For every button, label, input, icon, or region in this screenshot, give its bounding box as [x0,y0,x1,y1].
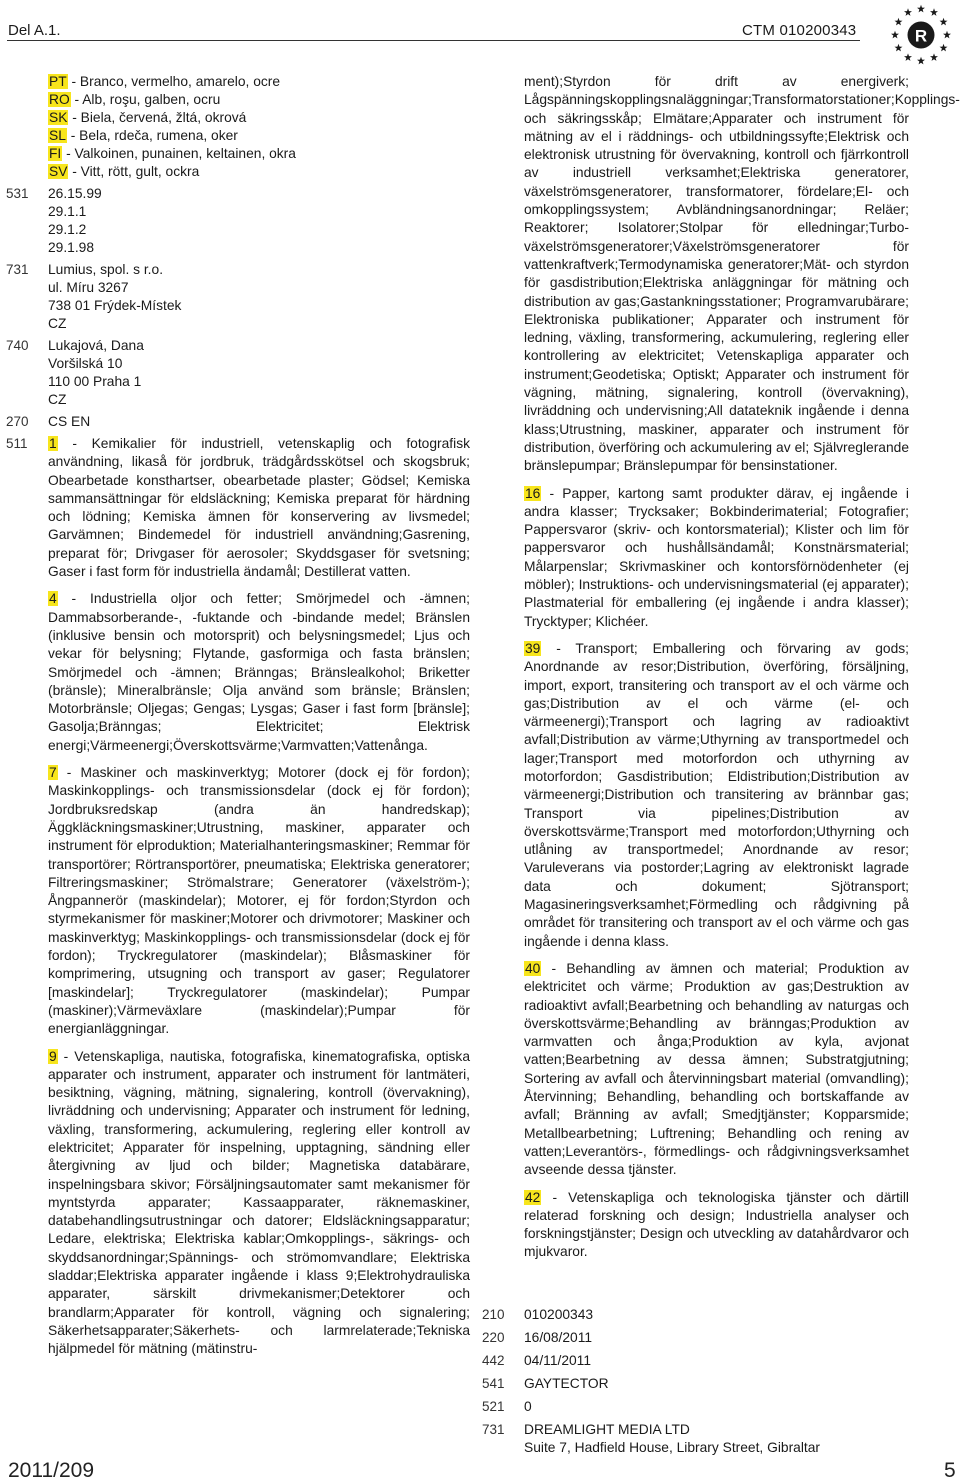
class-number-badge: 16 [525,485,541,501]
field-value-line: Suite 7, Hadfield House, Library Street, Gibraltar [524,1439,821,1455]
field-value-line: 29.1.1 [48,204,87,219]
field-value [524,1375,909,1393]
language-colors: - Bela, rdeča, rumena, oker [66,128,238,143]
svg-text:R: R [914,26,928,46]
class-number-badge: 1 [49,436,57,451]
field-value-line: 010200343 [524,1306,594,1322]
class-spacer [524,951,909,960]
eu-stars-r-logo-icon [884,2,958,68]
class-number-badge: 9 [49,1048,57,1064]
class-spacer [48,1039,470,1048]
header-section-label: Del A.1. [8,22,61,39]
class-number-badge: 39 [525,640,541,656]
field-value [524,1329,909,1347]
field-code: 731 [482,1421,505,1437]
goods-class-4 [48,590,470,755]
field-value-line: 26.15.99 [48,186,102,201]
class-description: - Vetenskapliga, nautiska, fotografiska, kinematografiska, optiska apparater och instrument, apparater och instrument för lantmäteri, besiktning, vägning, mätning, signalering, kontroll (övervakning), livräddning och undervisning; Apparater och instrument för ledning, växling, transformering, ackumulering, reglering eller kontroll av elektricitet; Apparater för inspelning, upptagning, sändning eller återgivning av ljud och bilder; Magnetiska databärare, inspelningsbara skivor; Försäljningsautomater samt mekanismer för myntstyrda apparater; Kassaapparater, räknemaskiner, databehandlingsutrustningar och datorer; Eldsläckningsapparatur; Ledare, elektriska; Elektriska kablar;Omkopplings-, säkrings- och skyddsanordningar;Spännings- och strömomvandlare; Elektriska sladdar;Elektriska apparater ingående i klass 9;Elektrohydrauliska apparater, särskilt drivmekanismer;Detektorer och brandlarm;Apparater för kontroll, vägning och signalering; Säkerhetsapparater;Säkerhets- och larmrelaterade;Tekniska hjälpmedel för mätning (mätinstru- [48,1048,470,1357]
goods-class-16 [524,485,909,631]
field-value [524,1306,909,1324]
field-code: 541 [482,1375,505,1391]
class-spacer [524,476,909,485]
field-code: 511 [6,436,28,451]
language-entry [48,145,470,163]
field-270-languages [0,413,470,431]
language-colors: - Alb, roşu, galben, ocru [70,92,221,107]
field-value-line: 110 00 Praha 1 [48,374,142,389]
goods-class-39 [524,640,909,951]
language-code-badge: FI [49,146,62,161]
class-spacer [524,1180,909,1189]
language-entry [48,91,470,109]
field-code: 731 [6,262,29,277]
language-entry [48,109,470,127]
field-value-line: 738 01 Frýdek-Místek [48,298,182,313]
field-511-classes [0,435,470,1359]
field-220 [482,1329,909,1347]
class-description: - Transport; Emballering och förvaring av gods; Anordnande av resor;Distribution, överföring, försäljning, import, export, transitering och transport av el och värme och gas;Distribution av el och värme (el- och värmeenergi);Transport och lagring av radioaktivt avfall;Distribution av värme;Uthyrning av transportmedel och lager;Transport med motorfordon och uthyrning av motorfordon; Gasdistribution; Eldistribution;Distribution av värmeenergi;Distribution och transitering av brännbar gas; Transport via pipelines;Distribution av överskottsvärme;Transport med motorfordon;Uthyrning och utlåning av transportmedel; Anordnande av resor; Varuleverans via postorder;Lagring av elektroniskt lagrade data och dokument; Sjötransport; Magasineringsverksamhet;Förmedling och rådgivning på området för transitering och transport av el och värme och gas ingående i denna klass. [524,640,909,949]
class-spacer [48,755,470,764]
field-531 [0,185,470,257]
goods-class-40 [524,960,909,1180]
goods-class-1 [48,435,470,581]
logo-star-icon [894,44,902,52]
language-list [0,73,470,181]
field-value-line: CZ [48,392,67,407]
class-spacer [524,631,909,640]
field-541 [482,1375,909,1393]
class-description: - Maskiner och maskinverktyg; Motorer (dock ej för fordon); Maskinkopplings- och transmissionsdelar (dock ej för fordon); Jordbruksredskap (andra än handredskap); Äggkläckningsmaskiner;Utrustning, maskiner, apparater och instrument för elproduktion; Materialhanteringsmaskiner; Remmar för transportörer; Rörtransportörer, pneumatiska; Elektriska generatorer; Filtreringsmaskiner; Strömalstrare; Generatorer (växelström-); Ångpannerör (maskindelar); Motorer, ej för fordon;Styrdon och styrmekanismer för maskiner;Motorer och drivmotorer; Maskiner och maskinverktyg; Maskinkopplings- och transmissionsdelar (dock ej för fordon); Tryckregulatorer (maskindelar); Blåsmaskiner för komprimering, utsugning och transport av gaser; Regulatorer [maskindelar]; Tryckregulatorer (maskindelar); Pumpar (maskiner);Värmeväxlare (maskindelar);Pumpar för energianläggningar. [48,765,470,1037]
language-colors: - Branco, vermelho, amarelo, ocre [67,74,281,89]
logo-star-icon [940,18,948,26]
logo-star-icon [894,18,902,26]
field-code: 220 [482,1329,505,1345]
right-column [482,73,960,1462]
logo-star-icon [943,31,951,39]
field-731 [482,1421,909,1457]
logo-star-icon [904,53,912,61]
logo-star-icon [930,8,938,16]
field-code: 210 [482,1306,505,1322]
footer-page-number: 5 [944,1459,956,1482]
field-442 [482,1352,909,1370]
field-521 [482,1398,909,1416]
header-rule [7,40,860,41]
class-description: - Industriella oljor och fetter; Smörjmedel och -ämnen; Dammabsorberande-, -fuktande och -bindande medel; Bränslen (inklusive bensin och motorsprit) och belysningsmedel; Ljus och vekar för belysning; Flytande, gasformiga och fasta bränslen; Smörjmedel och -ämnen; Bränngas; Bränslealkohol; Briketter (bränsle); Mineralbränsle; Olja använd som bränsle; Bränslen; Motorbränsle; Oljegas; Gengas; Lysgas; Gaser i fast form [bränsle]; Gasolja;Bränngas; Elektricitet; Elektrisk energi;Värmeenergi;Överskottsvärme;Varmvatten;Vattenånga. [48,591,470,753]
language-code-badge: RO [49,92,70,107]
field-value-line: 0 [524,1398,532,1414]
class-description: - Vetenskapliga och teknologiska tjänster och därtill relaterad forskning och design; Industriella analyser och forskningstjänster; Design och utveckling av datahårdvaror och mjukvaror. [524,1189,909,1260]
class-description: - Papper, kartong samt produkter därav, ej ingående i andra klasser; Trycksaker; Bokbinderimaterial; Fotografier; Pappersvaror (skriv- och kontorsmaterial); Klister och lim för pappersvaror och hushållsändamål; Konstnärsmaterial; Målarpenslar; Skrivmaskiner och kontorsförnödenheter (ej möbler); Instruktions- och undervisningsmaterial (ej apparater); Plastmaterial för emballering (ej ingående i andra klasser); Trycktyper; Klichéer. [524,485,909,629]
logo-star-icon [891,31,899,39]
field-210 [482,1306,909,1324]
logo-star-icon [917,57,925,65]
field-value-line: 29.1.2 [48,222,87,237]
field-value-line: Voršilská 10 [48,356,123,371]
language-colors: - Valkoinen, punainen, keltainen, okra [62,146,296,161]
logo-star-icon [917,5,925,13]
field-value-line: ul. Míru 3267 [48,280,129,295]
class-description: - Behandling av ämnen och material; Produktion av elektricitet och värme; Produktion av gas;Destruktion av radioaktivt avfall;Bearbetning och behandling av naturgas och överskottsvärme;Behandling av bränngas;Produktion av varmvatten och ånga;Produktion av kyla, avjonat vatten;Bearbetning av dessa ämnen; Substratgjutning; Sortering av avfall och återvinningsbart material (omvandling); Återvinning; Behandling, behandling och bortskaffande av avfall; Bränning av avfall; Smedjtjänster; Kopparsmide; Metallbearbetning; Luftrening; Behandling och rening av vatten;Leverantörs-, förmedlings- och rådgivningsverksamhet avseende dessa tjänster. [524,960,909,1178]
language-entry [48,127,470,145]
class-number-badge: 4 [49,591,57,607]
logo-star-icon [940,44,948,52]
field-value-line: 04/11/2011 [524,1352,592,1368]
language-code-badge: SV [49,164,68,179]
goods-class-7 [48,764,470,1038]
field-value [524,1398,909,1416]
footer-bulletin-number: 2011/209 [8,1459,95,1482]
field-value [524,1421,909,1457]
field-value-line: GAYTECTOR [524,1375,609,1391]
logo-star-icon [930,53,938,61]
field-code: 442 [482,1352,505,1368]
class-number-badge: 42 [525,1189,541,1205]
goods-class-9 [48,1048,470,1359]
field-code: 270 [6,414,29,429]
class-number-badge: 7 [49,765,57,781]
field-value-line: Lukajová, Dana [48,338,144,353]
field-code: 531 [6,186,29,201]
header-ctm-number: CTM 010200343 [742,22,857,39]
field-value-line: DREAMLIGHT MEDIA LTD [524,1421,690,1437]
field-740-representative [0,337,470,409]
class-spacer [48,581,470,590]
field-731-owner [0,261,470,333]
language-code-badge: SL [49,128,66,143]
field-code: 521 [482,1398,505,1414]
field-value-line: 29.1.98 [48,240,95,255]
field-value: CS EN [48,414,91,429]
language-colors: - Biela, červená, žltá, okrová [68,110,247,125]
field-value-line: CZ [48,316,67,331]
language-colors: - Vitt, rött, gult, ockra [68,164,200,179]
field-value [524,1352,909,1370]
goods-class-42 [524,1189,909,1262]
logo-star-icon [904,8,912,16]
language-code-badge: SK [49,110,68,125]
language-entry [48,163,470,181]
field-code: 740 [6,338,29,353]
field-value-line: 16/08/2011 [524,1329,593,1345]
field-value-line: Lumius, spol. s r.o. [48,262,164,277]
class-description: - Kemikalier för industriell, vetenskaplig och fotografisk användning, likaså för jordbruk, trädgårdsskötsel och skogsbruk; Obearbetade konsthartser, obearbetade plaster; Gödsel; Kemiska sammansättningar för eldsläckning; Kemiska preparat för härdning och lödning; Kemiska ämnen för konservering av livsmedel; Garvämnen; Bindemedel för industriell användning;Gasrening, preparat för; Drivgaser för aerosoler; Skyddsgaser för svetsning; Gaser i fast form för industriella ändamål; Destillerat vatten. [48,436,470,580]
left-column [0,73,470,1359]
class-number-badge: 40 [525,960,541,976]
class-9-continuation: ment);Styrdon för drift av energiverk; Lågspänningskopplingsnaläggningar;Transformatorstationer;Kopplings- och säkringsskåp; Elmätare;Apparater och instrument för mätning av el i räddnings- och utbildningssyfte;Elektrisk och elektronisk utrustning för övervakning, kontroll och fjärrkontroll av industriell verksamhet;Elektriska generatorer, växelströmsgeneratorer, transformatorer, fördelare;El- och omkopplingssystem; Avbländningsanordningar; Reläer; Reaktorer; Isolatorer;Stolpar för elledningar;Turbo-växelströmsgeneratorer;Växelströmsgeneratorer för vattenkraftverk;Termodynamiska generatorer;Mät- och styrdon för gasdistribution;Elektriska anläggningar för mätning och distribution av gas;Gastankningsstationer; Programvarubärare; Elektroniska publikationer; Apparater och instrument för ledning, växling, transformering, ackumulering, reglering eller kontrollering av elektricitet; Vetenskapliga apparater och instrument;Geodetiska; Optiskt; Apparater och instrument för vägning, mätning, signalering, kontroll (övervakning), livräddning och undervisning;All datateknik ingående i denna klass;Utrustning, maskiner, apparater och instrument för distribution, överföring och ackumulering av el; Självreglerande bränslepumpar; Bränslepumpar för bensinstationer. [524,74,960,474]
language-entry [48,73,470,91]
language-code-badge: PT [49,74,67,89]
